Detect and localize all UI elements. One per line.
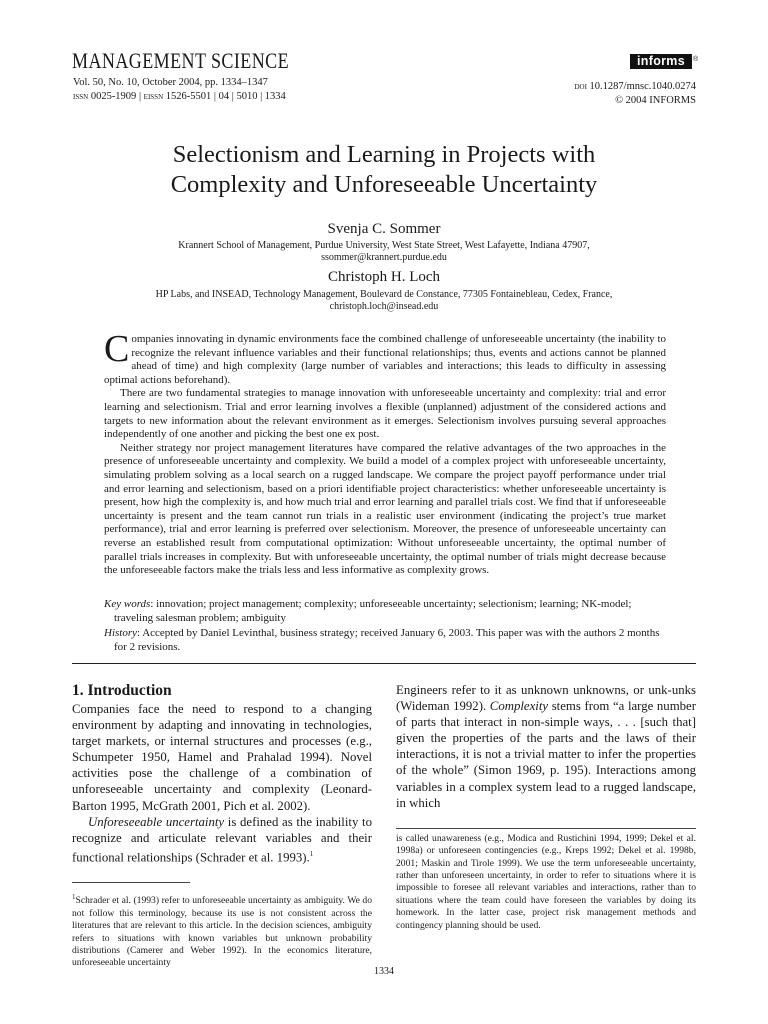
affiliation-line: HP Labs, and INSEAD, Technology Management, Boulevard de Constance, 77305 Fontainebleau, Cedex, France, (155, 289, 613, 300)
section-divider (72, 663, 696, 664)
author-name: Svenja C. Sommer (327, 221, 441, 237)
author-email: ssommer@krannert.purdue.edu (321, 252, 447, 263)
copyright: © 2004 INFORMS (615, 95, 696, 106)
body-paragraph: Companies face the need to respond to a changing environment by adapting and innovating in technologies, target markets, or internal structures and processes (e.g., Schumpeter 1950, Hamel and Prahalad 1994). Novel activities pose the challenge of a combination of unforeseeable uncertainty and complexity (Leonard-Barton 1995, McGrath 2001, Pich et al. 2002). (72, 702, 372, 813)
keywords-text: innovation; project management; complexity; unforeseeable uncertainty; selectionism; learning; NK-model; traveling salesman problem; ambiguity (114, 598, 632, 624)
eissn-label: eissn (143, 91, 164, 102)
left-column (72, 682, 372, 970)
author-name: Christoph H. Loch (327, 269, 441, 285)
registered-mark: ® (693, 56, 699, 63)
drop-cap: C (104, 328, 130, 370)
title-line-2: Complexity and Unforeseeable Uncertainty (170, 171, 598, 198)
history-label: History (104, 627, 137, 640)
keywords-label: Key words (104, 598, 151, 610)
keywords-history (104, 598, 666, 656)
history-text: Accepted by Daniel Levinthal, business strategy; received January 6, 2003. This paper was with the authors 2 months for 2 revisions. (114, 627, 660, 653)
abstract-paragraph (104, 328, 666, 387)
title-line-1: Selectionism and Learning in Projects with (172, 141, 596, 168)
doi-label: doi (574, 81, 587, 92)
abstract (104, 328, 666, 578)
eissn-value: 1526-5501 | 04 | 5010 | 1334 (165, 91, 286, 102)
issue-info (73, 76, 286, 104)
author-email: christoph.loch@insead.edu (329, 301, 439, 312)
body-text-span: stems from “a large number of parts that interact in non-simple ways, . . . [such that] given the properties of the parts and the laws of their interactions, it is not a trivial matter to infer the properties of the whole” (Simon 1969, p. 195). Interactions among variables in a complex system lead to a rugged landscape, in which (396, 699, 696, 810)
page-number: 1334 (374, 966, 394, 977)
body-text-span: Engineers refer to it as unknown unknowns, or unk-unks (Wideman 1992). (396, 683, 696, 714)
journal-name: MANAGEMENT SCIENCE (72, 48, 290, 73)
author-affiliation (72, 289, 696, 313)
abstract-paragraph: There are two fundamental strategies to manage innovation with unforeseeable uncertainty and complexity: trial and error learning and selectionism. Trial and error learning involves a flexible (unplanned) adjustment of the considered actions and targets to new information about the relevant environment as it emerges. Selectionism involves pursuing several approaches independently of one another and picking the best one ex post. (104, 387, 666, 441)
footnote-marker: 1 (309, 849, 314, 858)
affiliation-line: Krannert School of Management, Purdue University, West State Street, West Lafayette, Indiana 47907, (178, 240, 590, 251)
informs-logo (630, 54, 699, 69)
abstract-paragraph: Neither strategy nor project management literatures have compared the relative advantages of the two approaches in the presence of unforeseeable uncertainty and complexity. We build a model of a complex project with unforeseeable uncertainty, simulating problem solving as a local search on a rugged landscape. We compare the project payoff performance under trial and error learning and selectionism, based on a priori identifiable project characteristics: whether unforeseeable uncertainty is present, how high the complexity is, and how much trial and error learning and parallel trials cost. We find that if unforeseeable uncertainty is present and the team cannot run trials in a realistic user environment (indicating the project’s true market performance), trial and error learning is preferred over selectionism. Moreover, the presence of unforeseeable uncertainty can reverse an established result from computational optimization: Without unforeseeable uncertainty, the optimal number of parallel trials increases in complexity. But with unforeseeable uncertainty, the optimal number of trials might decrease because the unforeseeable factors make the trials less and less informative as complexity grows. (104, 441, 666, 577)
doi-value: 10.1287/mnsc.1040.0274 (589, 81, 696, 92)
informs-logo-text: informs (630, 54, 692, 69)
section-heading: 1. Introduction (72, 682, 172, 699)
issn-sep: | (138, 91, 142, 102)
abstract-text: ompanies innovating in dynamic environments face the combined challenge of unforeseeable uncertainty (the inability to recognize the relevant influence variables and their functional relationships; thus, events and actions cannot be planned ahead of time) and high complexity (large number of variables and interactions; this leads to difficulty in assessing optimal actions beforehand). (104, 333, 666, 386)
footnote-text: Schrader et al. (1993) refer to unforeseeable uncertainty as ambiguity. We do not follow this terminology, because its use is not consistent across the literatures that are relevant to this article. In the decision sciences, ambiguity refers to situations with known variables but unknown probability distributions (Camerer and Weber 1992). In the economics literature, unforeseeable uncertainty (72, 895, 372, 969)
body-paragraph (396, 682, 696, 811)
body-text-span: is defined as the inability to recognize and articulate relevant variables and their functional relationships (Schrader et al. 1993). (72, 814, 372, 865)
issn-label: issn (73, 91, 89, 102)
doi-line (574, 80, 696, 94)
footnote-rule (72, 882, 190, 883)
article-title (72, 140, 696, 200)
right-column (396, 682, 696, 932)
emphasis: Complexity (489, 699, 549, 714)
body-paragraph (72, 814, 372, 866)
issn-value: 0025-1909 (90, 91, 137, 102)
emphasis: Unforeseeable uncertainty (88, 814, 225, 829)
body-text (396, 682, 696, 811)
issue-line: Vol. 50, No. 10, October 2004, pp. 1334–1347 (73, 77, 268, 88)
footnote-number: 1 (72, 893, 76, 902)
doi-block (574, 80, 696, 108)
author-affiliation (72, 240, 696, 264)
body-text (72, 701, 372, 865)
issn-line (73, 90, 286, 104)
history: History: Accepted by Daniel Levinthal, business strategy; received January 6, 2003. This paper was with the authors 2 months for 2 revisions. (104, 627, 660, 653)
footnote-rule (396, 828, 696, 829)
keywords: Key words: innovation; project management; complexity; unforeseeable uncertainty; selectionism; learning; NK-model; traveling salesman problem; ambiguity (104, 598, 632, 624)
footnote (72, 891, 372, 970)
footnote-continued: is called unawareness (e.g., Modica and Rustichini 1994, 1999; Dekel et al. 1998a) or unforeseen contingencies (e.g., Kreps 1992; Dekel et al. 1998b, 2001; Maskin and Tirole 1999). We use the term unforeseeable uncertainty, rather than unforeseen uncertainty, in order to refer to situations where it is impossible to foresee all relevant variables and interactions, rather than to situations where the team could have foreseen the variables by doing its homework. In the latter case, project risk management methods and contingency planning should be used. (396, 832, 696, 931)
